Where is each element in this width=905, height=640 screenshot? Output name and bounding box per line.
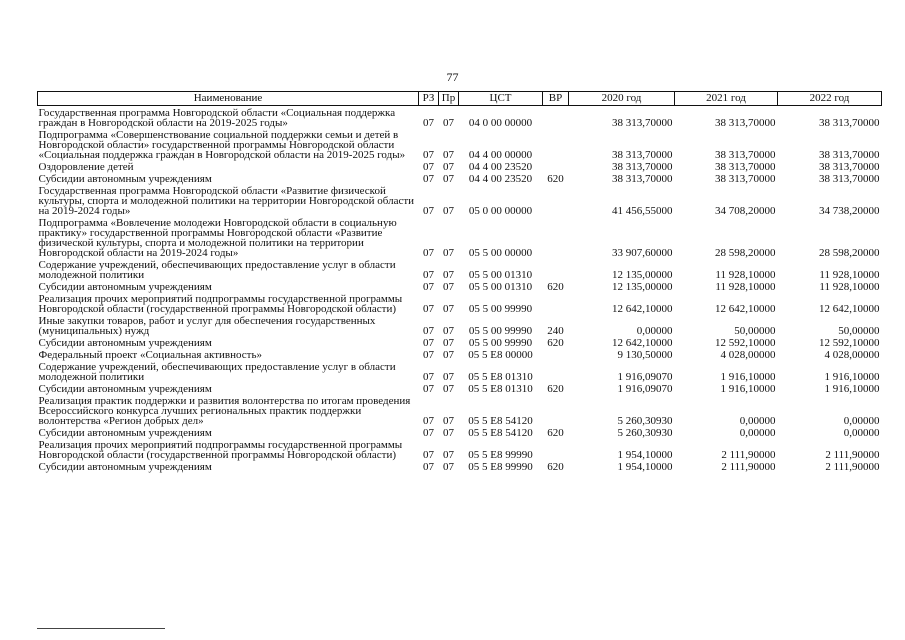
- cell-2020: 33 907,60000: [612, 247, 673, 259]
- cell-pr: 07: [443, 117, 454, 129]
- table-row: [38, 184, 882, 216]
- cell-2021: 12 642,10000: [715, 303, 776, 315]
- cell-cst: 05 5 E8 01310: [468, 371, 533, 383]
- table-row: [38, 438, 882, 460]
- cell-pr: 07: [443, 269, 454, 281]
- table-row: [38, 128, 882, 160]
- cell-2020: 0,00000: [636, 325, 673, 337]
- cell-rz: 07: [423, 149, 434, 161]
- cell-pr: 07: [443, 461, 454, 473]
- cell-2021: 38 313,70000: [715, 173, 776, 185]
- cell-2022: 2 111,90000: [825, 449, 880, 461]
- header-pr: Пр: [439, 92, 459, 106]
- table-row: [38, 348, 882, 360]
- cell-2022: 0,00000: [843, 427, 880, 439]
- cell-2022: 50,00000: [838, 325, 880, 337]
- cell-rz: 07: [423, 415, 434, 427]
- cell-name: Субсидии автономным учреждениям: [38, 383, 212, 395]
- cell-2022: 38 313,70000: [819, 149, 880, 161]
- cell-2020: 5 260,30930: [617, 415, 673, 427]
- table-row: [38, 280, 882, 292]
- cell-cst: 05 5 E8 54120: [468, 415, 533, 427]
- cell-pr: 07: [443, 383, 454, 395]
- cell-rz: 07: [423, 117, 434, 129]
- cell-2020: 38 313,70000: [612, 173, 673, 185]
- cell-2022: 2 111,90000: [825, 461, 880, 473]
- cell-2022: 0,00000: [843, 415, 880, 427]
- cell-vr: [543, 128, 569, 160]
- cell-cst: 05 5 00 99990: [468, 303, 533, 315]
- cell-name: Субсидии автономным учреждениям: [38, 337, 212, 349]
- table-row: [38, 106, 882, 129]
- cell-2022: 12 592,10000: [819, 337, 880, 349]
- table-row: [38, 336, 882, 348]
- cell-cst: 05 5 E8 00000: [468, 349, 533, 361]
- cell-name: Содержание учреждений, обеспечивающих предоставление услуг в области молодежной политики: [38, 361, 396, 383]
- cell-2020: 1 954,10000: [617, 461, 673, 473]
- cell-cst: 04 4 00 23520: [468, 173, 533, 185]
- cell-cst: 04 4 00 23520: [468, 161, 533, 173]
- cell-cst: 05 5 00 00000: [468, 247, 533, 259]
- cell-rz: 07: [423, 161, 434, 173]
- table-row: [38, 360, 882, 382]
- table-row: [38, 216, 882, 258]
- cell-pr: 07: [443, 449, 454, 461]
- cell-rz: 07: [423, 383, 434, 395]
- header-2021: 2021 год: [675, 92, 778, 106]
- header-name: Наименование: [38, 92, 419, 106]
- cell-pr: 07: [443, 349, 454, 361]
- cell-name: Субсидии автономным учреждениям: [38, 427, 212, 439]
- cell-2020: 38 313,70000: [612, 149, 673, 161]
- cell-2022: 28 598,20000: [819, 247, 880, 259]
- cell-name: Оздоровление детей: [38, 161, 134, 173]
- cell-vr: [543, 348, 569, 360]
- cell-name: Субсидии автономным учреждениям: [38, 281, 212, 293]
- cell-rz: 07: [423, 337, 434, 349]
- cell-name: Государственная программа Новгородской области «Социальная поддержка граждан в Новгородской области на 2019-2025 годы»: [38, 107, 396, 129]
- table-row: [38, 426, 882, 438]
- cell-2021: 38 313,70000: [715, 161, 776, 173]
- table-row: [38, 382, 882, 394]
- cell-rz: 07: [423, 281, 434, 293]
- header-cst: ЦСТ: [459, 92, 543, 106]
- cell-rz: 07: [423, 269, 434, 281]
- cell-cst: 04 0 00 00000: [468, 117, 533, 129]
- table-row: [38, 394, 882, 426]
- cell-2022: 11 928,10000: [819, 269, 880, 281]
- cell-2020: 38 313,70000: [612, 117, 673, 129]
- cell-2021: 11 928,10000: [715, 281, 776, 293]
- cell-2021: 11 928,10000: [715, 269, 776, 281]
- footer-divider: [37, 628, 165, 629]
- cell-2021: 12 592,10000: [715, 337, 776, 349]
- cell-rz: 07: [423, 247, 434, 259]
- cell-vr: [543, 360, 569, 382]
- cell-name: Подпрограмма «Вовлечение молодежи Новгородской области в социальную практику» государственной программы Новгородской области «Развитие физической культуры, спорта и молодежной политики на территории Новгородской области на 2019-2024 годы»: [38, 217, 397, 259]
- cell-cst: 05 5 E8 54120: [468, 427, 533, 439]
- cell-cst: 05 5 00 99990: [468, 337, 533, 349]
- cell-2022: 38 313,70000: [819, 161, 880, 173]
- cell-2022: 11 928,10000: [819, 281, 880, 293]
- cell-vr: [543, 106, 569, 129]
- cell-cst: 05 5 00 99990: [468, 325, 533, 337]
- cell-pr: 07: [443, 161, 454, 173]
- cell-2022: 38 313,70000: [819, 173, 880, 185]
- cell-vr: 620: [547, 427, 564, 439]
- cell-2020: 5 260,30930: [617, 427, 673, 439]
- cell-pr: 07: [443, 371, 454, 383]
- cell-vr: 620: [547, 281, 564, 293]
- cell-2020: 38 313,70000: [612, 161, 673, 173]
- cell-2020: 12 135,00000: [612, 269, 673, 281]
- cell-rz: 07: [423, 325, 434, 337]
- cell-vr: [543, 184, 569, 216]
- cell-pr: 07: [443, 281, 454, 293]
- cell-2020: 41 456,55000: [612, 205, 673, 217]
- cell-name: Реализация практик поддержки и развития волонтерства по итогам проведения Всероссийского конкурса лучших региональных практик поддержки волонтерства «Регион добрых дел»: [38, 395, 411, 427]
- page-number: 77: [446, 70, 459, 84]
- cell-pr: 07: [443, 427, 454, 439]
- cell-pr: 07: [443, 149, 454, 161]
- cell-name: Реализация прочих мероприятий подпрограммы государственной программы Новгородской области (государственной программы Новгородской области): [38, 293, 403, 315]
- header-vr: ВР: [543, 92, 569, 106]
- cell-rz: 07: [423, 205, 434, 217]
- cell-pr: 07: [443, 303, 454, 315]
- table-row: [38, 460, 882, 472]
- cell-rz: 07: [423, 303, 434, 315]
- cell-vr: [543, 216, 569, 258]
- cell-2020: 1 954,10000: [617, 449, 673, 461]
- cell-name: Субсидии автономным учреждениям: [38, 173, 212, 185]
- cell-2020: 9 130,50000: [617, 349, 673, 361]
- cell-rz: 07: [423, 349, 434, 361]
- table-row: [38, 172, 882, 184]
- cell-2021: 28 598,20000: [715, 247, 776, 259]
- table-row: [38, 160, 882, 172]
- cell-2022: 12 642,10000: [819, 303, 880, 315]
- cell-pr: 07: [443, 247, 454, 259]
- header-rz: РЗ: [419, 92, 439, 106]
- cell-2021: 38 313,70000: [715, 149, 776, 161]
- cell-rz: 07: [423, 371, 434, 383]
- cell-2020: 12 135,00000: [612, 281, 673, 293]
- cell-pr: 07: [443, 325, 454, 337]
- cell-2021: 4 028,00000: [720, 349, 776, 361]
- cell-cst: 05 5 E8 99990: [468, 449, 533, 461]
- cell-cst: 05 5 00 01310: [468, 269, 533, 281]
- cell-vr: 240: [547, 325, 564, 337]
- cell-rz: 07: [423, 461, 434, 473]
- cell-vr: 620: [547, 173, 564, 185]
- cell-cst: 05 5 E8 99990: [468, 461, 533, 473]
- cell-cst: 05 5 E8 01310: [468, 383, 533, 395]
- cell-2020: 12 642,10000: [612, 303, 673, 315]
- cell-pr: 07: [443, 337, 454, 349]
- cell-2020: 1 916,09070: [617, 383, 673, 395]
- cell-cst: 05 5 00 01310: [468, 281, 533, 293]
- cell-rz: 07: [423, 173, 434, 185]
- cell-pr: 07: [443, 205, 454, 217]
- cell-2020: 12 642,10000: [612, 337, 673, 349]
- cell-2022: 34 738,20000: [819, 205, 880, 217]
- cell-name: Подпрограмма «Совершенствование социальной поддержки семьи и детей в Новгородской области» государственной программы Новгородской области «Социальная поддержка граждан в Новгородской области на 2019-2025 годы»: [38, 129, 406, 161]
- cell-rz: 07: [423, 449, 434, 461]
- cell-vr: [543, 258, 569, 280]
- cell-name: Иные закупки товаров, работ и услуг для обеспечения государственных (муниципальных) нужд: [38, 315, 376, 337]
- cell-pr: 07: [443, 415, 454, 427]
- cell-2021: 1 916,10000: [720, 383, 776, 395]
- cell-vr: [543, 160, 569, 172]
- cell-2021: 2 111,90000: [721, 449, 776, 461]
- cell-2022: 4 028,00000: [824, 349, 880, 361]
- cell-name: Субсидии автономным учреждениям: [38, 461, 212, 473]
- cell-2021: 50,00000: [734, 325, 776, 337]
- table-row: [38, 292, 882, 314]
- cell-vr: 620: [547, 337, 564, 349]
- cell-vr: [543, 438, 569, 460]
- header-2022: 2022 год: [778, 92, 882, 106]
- cell-2022: 1 916,10000: [824, 371, 880, 383]
- cell-2021: 0,00000: [739, 415, 776, 427]
- cell-2021: 2 111,90000: [721, 461, 776, 473]
- table-row: [38, 258, 882, 280]
- cell-rz: 07: [423, 427, 434, 439]
- cell-vr: [543, 394, 569, 426]
- cell-name: Содержание учреждений, обеспечивающих предоставление услуг в области молодежной политики: [38, 259, 396, 281]
- table-row: [38, 314, 882, 336]
- cell-vr: 620: [547, 461, 564, 473]
- cell-2022: 1 916,10000: [824, 383, 880, 395]
- cell-name: Государственная программа Новгородской области «Развитие физической культуры, спорта и молодежной политики на территории Новгородской области на 2019-2024 годы»: [38, 185, 415, 217]
- cell-2021: 0,00000: [739, 427, 776, 439]
- cell-2021: 34 708,20000: [715, 205, 776, 217]
- cell-2021: 38 313,70000: [715, 117, 776, 129]
- cell-cst: 05 0 00 00000: [468, 205, 533, 217]
- cell-2022: 38 313,70000: [819, 117, 880, 129]
- cell-2021: 1 916,10000: [720, 371, 776, 383]
- budget-table: [37, 91, 882, 472]
- table-header-row: [38, 92, 882, 106]
- table-body: [38, 106, 882, 473]
- cell-vr: 620: [547, 383, 564, 395]
- cell-name: Федеральный проект «Социальная активность»: [38, 349, 262, 361]
- cell-cst: 04 4 00 00000: [468, 149, 533, 161]
- cell-name: Реализация прочих мероприятий подпрограммы государственной программы Новгородской области (государственной программы Новгородской области): [38, 439, 403, 461]
- header-2020: 2020 год: [569, 92, 675, 106]
- cell-vr: [543, 292, 569, 314]
- cell-2020: 1 916,09070: [617, 371, 673, 383]
- cell-pr: 07: [443, 173, 454, 185]
